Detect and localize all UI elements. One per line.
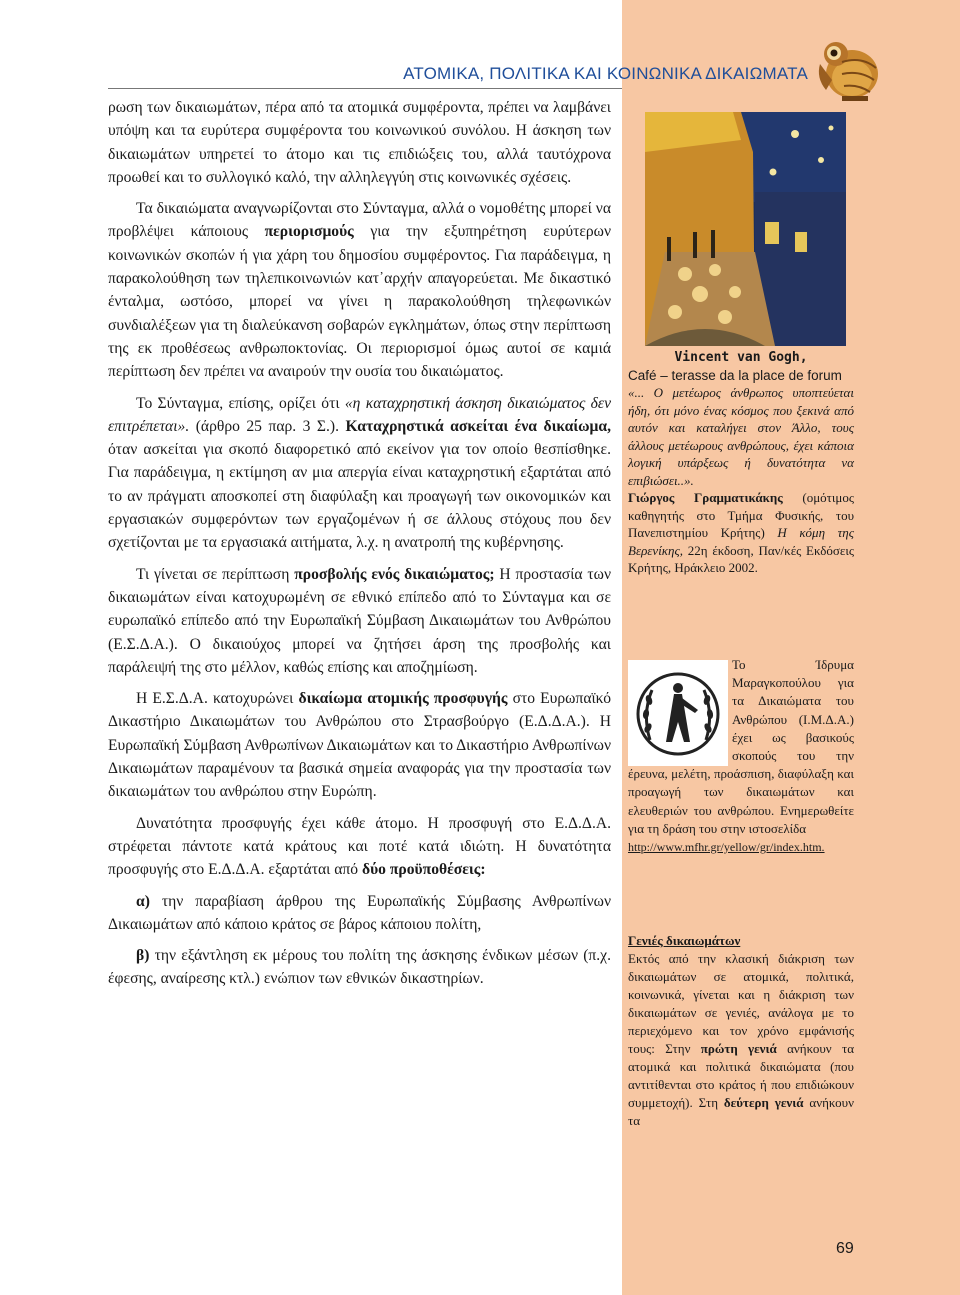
book-title: Η κόμη της Βερενίκης, — [628, 525, 854, 558]
painting-title: Café – terasse da la place de forum — [628, 367, 842, 383]
text: Τα δικαιώματα αναγνωρίζονται στο Σύνταγμα, αλλά ο νομοθέτης μπορεί να προβλέψει κάποιους — [108, 200, 611, 241]
paragraph-condition-a — [108, 890, 611, 937]
paragraph-echr — [108, 687, 611, 803]
list-marker: α) — [136, 892, 150, 910]
foundation-text — [628, 656, 854, 838]
text: στο Ευρωπαϊκό Δικαστήριο Δικαιωμάτων του Ανθρώπου στο Στρασβούργο (Ε.Δ.Δ.Α.). Η Ευρωπαϊκή Σύμβαση Ανθρωπίνων Δικαιωμάτων και το Δικαστήριο Ανθρωπίνων Δικαιωμάτων παραμένουν τα βασικά σημεία αναφοράς για την προστασία των δικαιωμάτων του ανθρώπου στην Ευρώπη. — [108, 690, 611, 801]
text: Τι γίνεται σε περίπτωση — [136, 565, 295, 583]
quote-text: «η καταχρηστική άσκηση δικαιώματος δεν επιτρέπεται». — [108, 394, 611, 435]
artist-name: Vincent van Gogh, — [674, 350, 808, 365]
publication-info: 22η έκδοση, Παν/κές Εκδόσεις Κρήτης, Ηράκλειο 2002. — [628, 542, 854, 575]
text: Η Ε.Σ.Δ.Α. κατοχυρώνει — [136, 690, 299, 708]
paragraph-condition-b — [108, 944, 611, 991]
text: Δυνατότητα προσφυγής έχει κάθε άτομο. Η προσφυγή στο Ε.Δ.Δ.Α. στρέφεται πάντοτε κατά κράτους και ποτέ κατά ιδιώτη. Η δυνατότητα προσφυγής στο Ε.Δ.Δ.Α. εξαρτάται από — [108, 814, 611, 879]
bold-term: προσβολής ενός δικαιώματος; — [294, 565, 495, 583]
list-marker: β) — [136, 947, 150, 965]
text: (άρθρο 25 παρ. 3 Σ.). — [189, 417, 346, 435]
paragraph-intro: ρωση των δικαιωμάτων, πέρα από τα ατομικά συμφέροντα, πρέπει να λαμβάνει υπόψη και τα ευρύτερα συμφέροντα του κοινωνικού συνόλου. Η άσκηση των δικαιωμάτων υπηρετεί το άτομο και τις επιδιώξεις του, αλλά ταυτόχρονα προωθεί και το συλλογικό καλό, την αλληλεγγύη στις κοινωνικές σχέσεις. — [108, 99, 611, 186]
text: Το Σύνταγμα, επίσης, ορίζει ότι — [136, 394, 345, 412]
painting-caption — [628, 349, 854, 577]
section-title: ΑΤΟΜΙΚΑ, ΠΟΛΙΤΙΚΑ ΚΑΙ ΚΟΙΝΩΝΙΚΑ ΔΙΚΑΙΩΜΑΤΑ — [403, 64, 808, 83]
bold-term: Καταχρηστικά ασκείται ένα δικαίωμα, — [345, 417, 611, 435]
text: όταν ασκείται για σκοπό διαφορετικό από εκείνον για τον οποίο θεσπίσθηκε. Για παράδειγμα, η εκτίμηση αν μια απεργία είναι καταχρηστική εξαρτάται από το αν πράγματι αποσκοπεί στη διαφύλαξη και προαγωγή των οικονομικών και εργασιακών συμφερόντων των εργαζομένων ή σε άλλους στόχους που δεν σχετίζονται με τα εργασιακά αιτήματα, λ.χ. η ανατροπή της κυβέρνησης. — [108, 441, 611, 552]
text: ανήκουν τα — [628, 1095, 854, 1128]
text: την παραβίαση άρθρου της Ευρωπαϊκής Σύμβασης Ανθρωπίνων Δικαιωμάτων από κάποιο κράτος σε βάρος κάποιου πολίτη, — [108, 892, 611, 933]
bold-term: δύο προϋποθέσεις: — [361, 861, 486, 879]
quote-author: Γιώργος Γραμματικάκης — [628, 490, 783, 505]
author-description: (ομότιμος καθηγητής στο Τμήμα Φυσικής, του Πανεπιστημίου Κρήτης) — [628, 490, 854, 540]
paragraph-appeal — [108, 812, 611, 882]
text: ανήκουν τα ατομικά και πολιτικά δικαιώματα (που αντιτίθενται στο κράτος ή που επιδιώκουν συμμετοχή). Στη — [628, 1041, 855, 1110]
header-rule — [108, 88, 622, 89]
text: την εξάντληση εκ μέρους του πολίτη της άσκησης ένδικων μέσων (π.χ. έφεσης, αναίρεσης κτλ.) ενώπιον των εθνικών δικαστηρίων. — [108, 947, 611, 988]
bold-term: δικαίωμα ατομικής προσφυγής — [298, 690, 508, 708]
bold-term: περιορισμούς — [264, 223, 354, 241]
paragraph-abuse — [108, 392, 611, 555]
text: Η προστασία των δικαιωμάτων είναι κατοχυρωμένη σε εθνικό επίπεδο από το Σύνταγμα και σε ευρωπαϊκό επίπεδο από την Ευρωπαϊκή Σύμβαση Δικαιωμάτων του Ανθρώπου (Ε.Σ.Δ.Α.). Ο δικαιούχος μπορεί να ζητήσει άρση της προσβολής και παράλειψή της στο μέλλον, καθώς επίσης και αποζημίωση. — [108, 565, 611, 676]
quote-text: «... Ο μετέωρος άνθρωπος υποπτεύεται ήδη, ότι μόνο ένας κόσμος που ξεκινά από αυτόν και καταλήγει στον Άλλο, τους άλλους μετέωρους ανθρώπους, έχει κάποια λογική υπάρξεως ή δυνατότητα να επιβιώσει..». — [628, 385, 854, 488]
page-number: 69 — [836, 1240, 854, 1257]
text: Το Ίδρυμα Μαραγκοπούλου για τα Δικαιώματα του Ανθρώπου (Ι.Μ.Δ.Α.) έχει ως βασικούς σκοπούς του την έρευνα, μελέτη, προάσπιση, διαφύλαξη και προαγωγή των δικαιωμάτων και ελευθεριών του ανθρώπου. Ενημερωθείτε για τη δράση του στην ιστοσελίδα — [628, 657, 854, 836]
bold-term: πρώτη γενιά — [700, 1041, 777, 1056]
foundation-link[interactable]: http://www.mfhr.gr/yellow/gr/index.htm. — [628, 840, 825, 855]
generations-box — [628, 932, 854, 1130]
main-text — [108, 96, 611, 991]
generations-heading: Γενιές δικαιωμάτων — [628, 933, 741, 948]
bold-term: δεύτερη γενιά — [723, 1095, 804, 1110]
paragraph-restrictions — [108, 197, 611, 383]
foundation-note — [628, 656, 854, 856]
paragraph-violation — [108, 563, 611, 679]
text: Εκτός από την κλασική διάκριση των δικαιωμάτων σε ατομικά, πολιτικά, κοινωνικά, γίνεται και η διάκριση των δικαιωμάτων σε γενιές, ανάλογα με το περιεχόμενο και τον χρόνο εμφάνισής τους: Στην — [628, 951, 854, 1056]
text: για την εξυπηρέτηση ευρύτερων κοινωνικών σκοπών ή για χάρη του δημοσίου συμφέροντος. Για παράδειγμα, η παρακολούθηση των τηλεπικοινωνιών κατ᾽αρχήν απαγορεύεται. Με δικαστικό ένταλμα, ωστόσο, μπορεί να γίνει η παρακολούθηση τηλεφωνικών συνδιαλέξεων για τη διαλεύκανση σοβαρών εγκλημάτων, όπως στην περίπτωση της εκ προθέσεως ανθρωποκτονίας. Οι περιορισμοί όμως αυτοί σε καμιά περίπτωση δεν πρέπει να αναιρούν την ουσία του δικαιώματος. — [108, 223, 611, 381]
van-gogh-painting-image — [645, 112, 846, 346]
owl-figurine-icon — [812, 34, 884, 102]
